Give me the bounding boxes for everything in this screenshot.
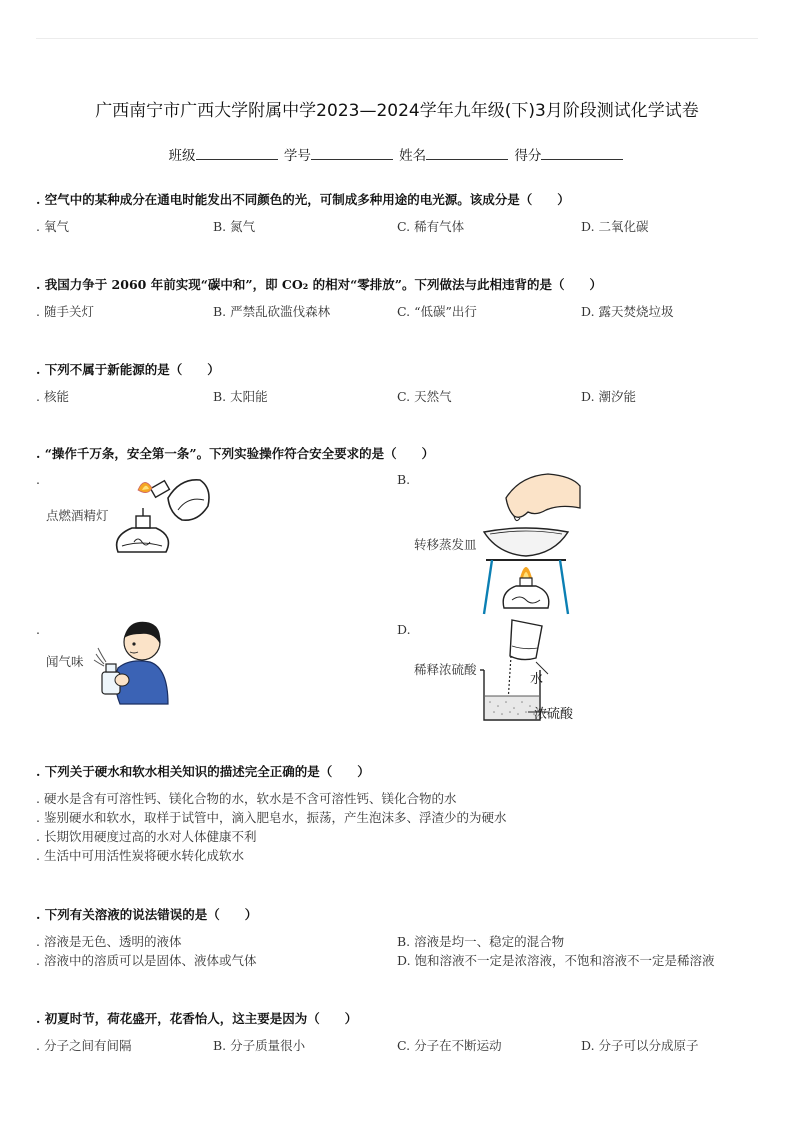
- question-4-stem: . “操作千万条，安全第一条”。下列实验操作符合安全要求的是（ ）: [36, 446, 435, 461]
- question-2-option-d[interactable]: D. 露天焚烧垃圾: [581, 304, 674, 319]
- info-score-label: 得分: [514, 148, 542, 164]
- alcohol-lamp-lighting-figure: [108, 470, 218, 560]
- info-name-label: 姓名: [399, 148, 427, 164]
- question-7-option-d[interactable]: D. 分子可以分成原子: [581, 1038, 699, 1053]
- question-3-option-d[interactable]: D. 潮汐能: [581, 389, 637, 404]
- question-2-stem: . 我国力争于 2060 年前实现“碳中和”，即 CO₂ 的相对“零排放”。下列做法与此相违背的是（ ）: [36, 277, 602, 292]
- question-2-option-b[interactable]: B. 严禁乱砍滥伐森林: [213, 304, 331, 319]
- info-class-blank[interactable]: [196, 145, 278, 160]
- question-4-option-a-label: 点燃酒精灯: [46, 508, 109, 523]
- page-title: 广西南宁市广西大学附属中学2023—2024学年九年级(下)3月阶段测试化学试卷: [95, 101, 699, 121]
- info-score-blank[interactable]: [541, 145, 623, 160]
- info-number-blank[interactable]: [311, 145, 393, 160]
- evaporating-dish-transfer-figure: [476, 468, 586, 618]
- student-info-line: [0, 144, 794, 164]
- question-3-option-c[interactable]: C. 天然气: [397, 389, 452, 404]
- question-1-option-d[interactable]: D. 二氧化碳: [581, 219, 649, 234]
- question-3-stem: . 下列不属于新能源的是（ ）: [36, 362, 220, 377]
- question-5-stem: . 下列关于硬水和软水相关知识的描述完全正确的是（ ）: [36, 764, 370, 779]
- question-7-option-a[interactable]: . 分子之间有间隔: [36, 1038, 132, 1053]
- question-1-stem: . 空气中的某种成分在通电时能发出不同颜色的光，可制成多种用途的电光源。该成分是（ ）: [36, 192, 570, 207]
- question-1-option-b[interactable]: B. 氮气: [213, 219, 256, 234]
- header-divider: [36, 38, 758, 39]
- question-4-option-d-label: 稀释浓硫酸: [414, 662, 477, 677]
- question-4-option-b-letter[interactable]: B.: [397, 472, 411, 487]
- question-7-option-b[interactable]: B. 分子质量很小: [213, 1038, 306, 1053]
- figure-label-acid: 浓硫酸: [534, 707, 574, 722]
- question-7-option-c[interactable]: C. 分子在不断运动: [397, 1038, 502, 1053]
- question-2-option-c[interactable]: C. “低碳”出行: [397, 304, 477, 319]
- question-1-option-a[interactable]: . 氧气: [36, 219, 69, 234]
- question-1-option-c[interactable]: C. 稀有气体: [397, 219, 465, 234]
- question-6-option-c[interactable]: . 溶液中的溶质可以是固体、液体或气体: [36, 953, 257, 968]
- question-5-option-a[interactable]: . 硬水是含有可溶性钙、镁化合物的水，软水是不含可溶性钙、镁化合物的水: [36, 791, 457, 806]
- question-6-option-b[interactable]: B. 溶液是均一、稳定的混合物: [397, 934, 565, 949]
- info-class-label: 班级: [168, 148, 196, 164]
- question-3-option-b[interactable]: B. 太阳能: [213, 389, 268, 404]
- question-3-option-a[interactable]: . 核能: [36, 389, 69, 404]
- question-5-option-b[interactable]: . 鉴别硬水和软水，取样于试管中，滴入肥皂水，振荡，产生泡沫多、浮渣少的为硬水: [36, 810, 507, 825]
- question-6-option-a[interactable]: . 溶液是无色、透明的液体: [36, 934, 182, 949]
- question-4-option-d-letter[interactable]: D.: [397, 622, 411, 637]
- question-4-option-c-letter[interactable]: .: [36, 622, 40, 637]
- info-name-blank[interactable]: [426, 145, 508, 160]
- smell-gas-figure: [90, 614, 174, 706]
- question-6-stem: . 下列有关溶液的说法错误的是（ ）: [36, 907, 258, 922]
- question-7-stem: . 初夏时节，荷花盛开，花香怡人，这主要是因为（ ）: [36, 1011, 358, 1026]
- question-4-option-b-label: 转移蒸发皿: [414, 537, 477, 552]
- question-4-option-a-letter[interactable]: .: [36, 472, 40, 487]
- question-6-option-d[interactable]: D. 饱和溶液不一定是浓溶液，不饱和溶液不一定是稀溶液: [397, 953, 715, 968]
- question-5-option-d[interactable]: . 生活中可用活性炭将硬水转化成软水: [36, 848, 244, 863]
- question-5-option-c[interactable]: . 长期饮用硬度过高的水对人体健康不利: [36, 829, 257, 844]
- question-2-option-a[interactable]: . 随手关灯: [36, 304, 94, 319]
- question-4-option-c-label: 闻气味: [46, 654, 84, 669]
- info-number-label: 学号: [283, 148, 311, 164]
- figure-label-water: 水: [530, 672, 544, 687]
